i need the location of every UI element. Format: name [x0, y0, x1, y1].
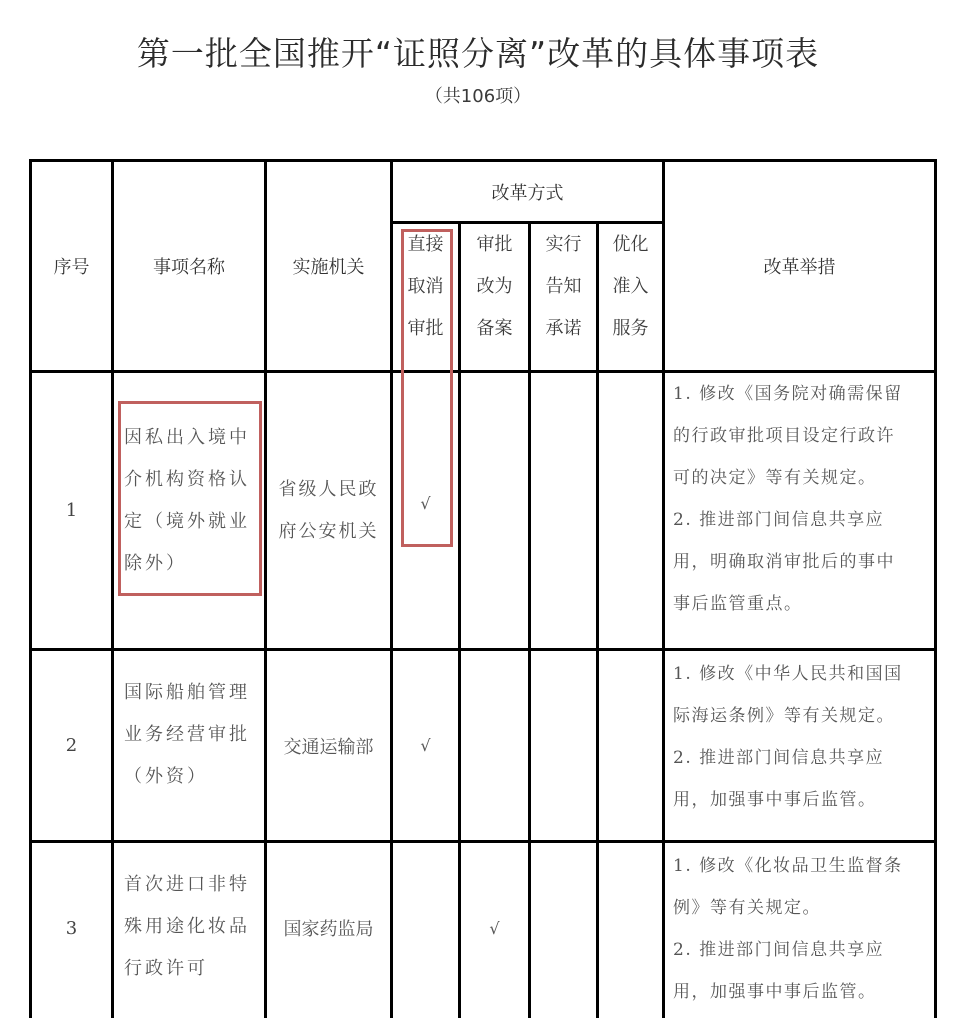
row-seq: 2	[65, 735, 78, 756]
document-subtitle: （共106项）	[424, 86, 532, 107]
row-agency: 省级人民政 府公安机关	[278, 478, 379, 542]
row1-bottom-divider	[29, 648, 937, 651]
document-title: 第一批全国推开“证照分离”改革的具体事项表	[136, 34, 820, 73]
header-item-name: 事项名称	[153, 257, 225, 278]
row-agency: 国家药监局	[283, 919, 374, 940]
highlight-box-cancel-approval-column	[401, 229, 453, 547]
row-measures: 1. 修改《化妆品卫生监督条 例》等有关规定。 2. 推进部门间信息共享应 用，加强事中事后监管。	[673, 856, 903, 1002]
row-item-name: 首次进口非特 殊用途化妆品 行政许可	[124, 874, 250, 979]
header-method-cancel-approval: 直接 取消 审批	[407, 234, 444, 339]
row-measures: 1. 修改《国务院对确需保留 的行政审批项目设定行政许 可的决定》等有关规定。 2. 推进部门间信息共享应 用，明确取消审批后的事中 事后监管重点。	[673, 384, 903, 614]
check-mark: √	[489, 918, 500, 938]
check-mark: √	[420, 736, 431, 755]
header-method-filing: 审批 改为 备案	[476, 234, 513, 339]
header-measures: 改革举措	[763, 257, 836, 278]
row-seq: 1	[65, 500, 78, 521]
row-item-name: 国际船舶管理 业务经营审批 （外资）	[124, 682, 250, 787]
row-measures: 1. 修改《中华人民共和国国 际海运条例》等有关规定。 2. 推进部门间信息共享应 用，加强事中事后监管。	[673, 664, 903, 810]
check-mark: √	[420, 493, 431, 513]
header-agency: 实施机关	[292, 257, 365, 278]
row-seq: 3	[65, 917, 78, 939]
header-reform-method: 改革方式	[491, 182, 564, 204]
header-seq: 序号	[53, 257, 90, 278]
header-method-notification-commitment: 实行 告知 承诺	[545, 234, 582, 339]
row-agency: 交通运输部	[283, 736, 374, 758]
header-method-optimize-access: 优化 准入 服务	[612, 234, 649, 339]
row-item-name: 因私出入境中 介机构资格认 定（境外就业 除外）	[124, 427, 250, 574]
highlight-box-item-name	[118, 401, 262, 596]
col-divider	[934, 159, 937, 1018]
